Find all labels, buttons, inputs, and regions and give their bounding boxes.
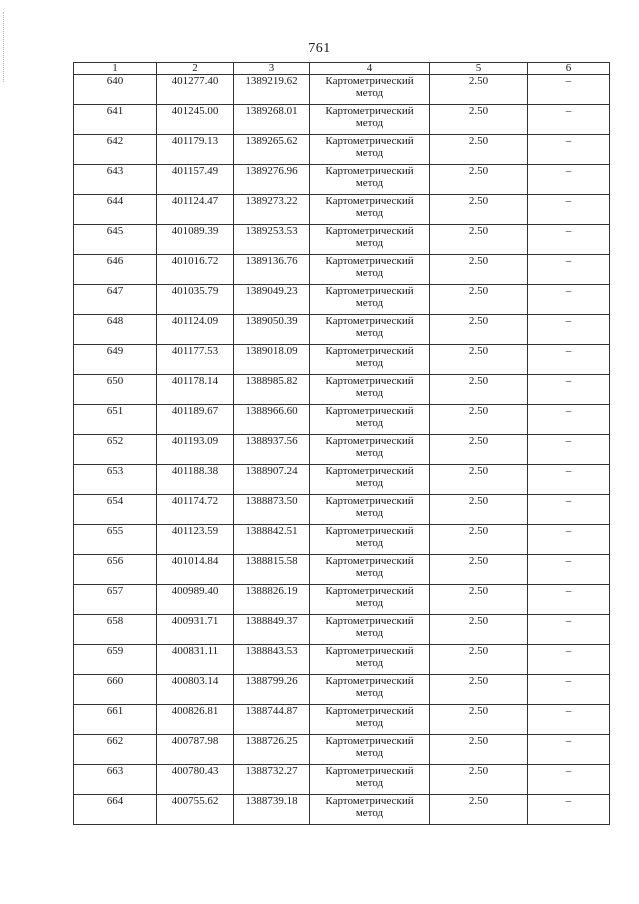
table-row: [74, 405, 610, 435]
note-cell: –: [528, 705, 610, 735]
method-cell: [310, 525, 430, 555]
accuracy-cell: 2.50: [430, 465, 528, 495]
accuracy-cell: 2.50: [430, 315, 528, 345]
method-line-2: метод: [355, 297, 384, 309]
y-coordinate-cell: 1389018.09: [234, 345, 310, 375]
table-row: [74, 375, 610, 405]
accuracy-cell: 2.50: [430, 645, 528, 675]
method-cell: [310, 645, 430, 675]
method-line-2: метод: [355, 567, 384, 579]
note-cell: –: [528, 495, 610, 525]
x-coordinate-cell: 401014.84: [157, 555, 234, 585]
x-coordinate-cell: 400931.71: [157, 615, 234, 645]
accuracy-cell: 2.50: [430, 225, 528, 255]
method-cell: [310, 105, 430, 135]
method-line-2: метод: [355, 327, 384, 339]
table-header-row: [74, 63, 610, 75]
point-number-cell: 648: [74, 315, 157, 345]
x-coordinate-cell: 401245.00: [157, 105, 234, 135]
method-line-2: метод: [355, 177, 384, 189]
method-line-1: Картометрический: [325, 135, 414, 147]
method-line-2: метод: [355, 237, 384, 249]
x-coordinate-cell: 401016.72: [157, 255, 234, 285]
method-line-1: Картометрический: [325, 615, 414, 627]
table-row: [74, 735, 610, 765]
note-cell: –: [528, 765, 610, 795]
y-coordinate-cell: 1389136.76: [234, 255, 310, 285]
table-row: [74, 465, 610, 495]
method-cell: [310, 225, 430, 255]
method-cell: [310, 315, 430, 345]
y-coordinate-cell: 1388907.24: [234, 465, 310, 495]
y-coordinate-cell: 1389273.22: [234, 195, 310, 225]
method-cell: [310, 255, 430, 285]
x-coordinate-cell: 401124.47: [157, 195, 234, 225]
x-coordinate-cell: 401188.38: [157, 465, 234, 495]
method-cell: [310, 135, 430, 165]
accuracy-cell: 2.50: [430, 375, 528, 405]
y-coordinate-cell: 1389219.62: [234, 75, 310, 105]
table-row: [74, 345, 610, 375]
method-line-1: Картометрический: [325, 195, 414, 207]
point-number-cell: 645: [74, 225, 157, 255]
method-line-2: метод: [355, 207, 384, 219]
accuracy-cell: 2.50: [430, 615, 528, 645]
point-number-cell: 655: [74, 525, 157, 555]
method-line-2: метод: [355, 267, 384, 279]
method-line-1: Картометрический: [325, 105, 414, 117]
accuracy-cell: 2.50: [430, 165, 528, 195]
y-coordinate-cell: 1389265.62: [234, 135, 310, 165]
note-cell: –: [528, 375, 610, 405]
point-number-cell: 661: [74, 705, 157, 735]
y-coordinate-cell: 1389276.96: [234, 165, 310, 195]
table-row: [74, 195, 610, 225]
method-cell: [310, 555, 430, 585]
table-row: [74, 285, 610, 315]
note-cell: –: [528, 405, 610, 435]
method-line-1: Картометрический: [325, 165, 414, 177]
column-header-5: 5: [430, 63, 528, 75]
method-cell: [310, 675, 430, 705]
note-cell: –: [528, 225, 610, 255]
point-number-cell: 646: [74, 255, 157, 285]
method-line-2: метод: [355, 597, 384, 609]
method-cell: [310, 765, 430, 795]
coordinates-table: [73, 62, 610, 825]
y-coordinate-cell: 1389268.01: [234, 105, 310, 135]
column-header-1: 1: [74, 63, 157, 75]
method-line-2: метод: [355, 117, 384, 129]
y-coordinate-cell: 1388843.53: [234, 645, 310, 675]
table-row: [74, 645, 610, 675]
y-coordinate-cell: 1388849.37: [234, 615, 310, 645]
method-line-2: метод: [355, 387, 384, 399]
x-coordinate-cell: 400755.62: [157, 795, 234, 825]
y-coordinate-cell: 1388842.51: [234, 525, 310, 555]
accuracy-cell: 2.50: [430, 765, 528, 795]
method-cell: [310, 405, 430, 435]
note-cell: –: [528, 585, 610, 615]
table-row: [74, 585, 610, 615]
method-cell: [310, 195, 430, 225]
method-line-2: метод: [355, 87, 384, 99]
column-header-4: 4: [310, 63, 430, 75]
method-line-2: метод: [355, 357, 384, 369]
accuracy-cell: 2.50: [430, 555, 528, 585]
x-coordinate-cell: 401035.79: [157, 285, 234, 315]
accuracy-cell: 2.50: [430, 525, 528, 555]
note-cell: –: [528, 135, 610, 165]
table-row: [74, 315, 610, 345]
column-header-2: 2: [157, 63, 234, 75]
note-cell: –: [528, 345, 610, 375]
y-coordinate-cell: 1388873.50: [234, 495, 310, 525]
note-cell: –: [528, 195, 610, 225]
method-cell: [310, 435, 430, 465]
note-cell: –: [528, 165, 610, 195]
method-line-2: метод: [355, 807, 384, 819]
method-line-1: Картометрический: [325, 225, 414, 237]
method-cell: [310, 735, 430, 765]
note-cell: –: [528, 465, 610, 495]
method-line-1: Картометрический: [325, 735, 414, 747]
table-row: [74, 255, 610, 285]
note-cell: –: [528, 675, 610, 705]
method-line-2: метод: [355, 417, 384, 429]
method-cell: [310, 795, 430, 825]
method-line-1: Картометрический: [325, 795, 414, 807]
point-number-cell: 651: [74, 405, 157, 435]
table-row: [74, 615, 610, 645]
method-line-1: Картометрический: [325, 525, 414, 537]
x-coordinate-cell: 400787.98: [157, 735, 234, 765]
y-coordinate-cell: 1388937.56: [234, 435, 310, 465]
accuracy-cell: 2.50: [430, 105, 528, 135]
method-cell: [310, 165, 430, 195]
method-cell: [310, 705, 430, 735]
point-number-cell: 644: [74, 195, 157, 225]
method-line-1: Картометрический: [325, 75, 414, 87]
accuracy-cell: 2.50: [430, 135, 528, 165]
accuracy-cell: 2.50: [430, 705, 528, 735]
y-coordinate-cell: 1388744.87: [234, 705, 310, 735]
note-cell: –: [528, 615, 610, 645]
y-coordinate-cell: 1388966.60: [234, 405, 310, 435]
point-number-cell: 641: [74, 105, 157, 135]
y-coordinate-cell: 1388739.18: [234, 795, 310, 825]
column-header-6: 6: [528, 63, 610, 75]
point-number-cell: 650: [74, 375, 157, 405]
accuracy-cell: 2.50: [430, 585, 528, 615]
point-number-cell: 663: [74, 765, 157, 795]
accuracy-cell: 2.50: [430, 795, 528, 825]
method-line-1: Картометрический: [325, 465, 414, 477]
accuracy-cell: 2.50: [430, 675, 528, 705]
column-header-3: 3: [234, 63, 310, 75]
table-row: [74, 105, 610, 135]
accuracy-cell: 2.50: [430, 735, 528, 765]
x-coordinate-cell: 401193.09: [157, 435, 234, 465]
method-line-1: Картометрический: [325, 765, 414, 777]
method-line-1: Картометрический: [325, 645, 414, 657]
method-line-1: Картометрический: [325, 345, 414, 357]
method-cell: [310, 495, 430, 525]
method-cell: [310, 75, 430, 105]
point-number-cell: 642: [74, 135, 157, 165]
method-cell: [310, 465, 430, 495]
accuracy-cell: 2.50: [430, 195, 528, 225]
x-coordinate-cell: 401157.49: [157, 165, 234, 195]
accuracy-cell: 2.50: [430, 255, 528, 285]
point-number-cell: 657: [74, 585, 157, 615]
table-row: [74, 765, 610, 795]
method-line-2: метод: [355, 447, 384, 459]
method-line-2: метод: [355, 657, 384, 669]
x-coordinate-cell: 401277.40: [157, 75, 234, 105]
method-line-1: Картометрический: [325, 255, 414, 267]
point-number-cell: 652: [74, 435, 157, 465]
point-number-cell: 658: [74, 615, 157, 645]
table-row: [74, 135, 610, 165]
table-row: [74, 165, 610, 195]
y-coordinate-cell: 1388985.82: [234, 375, 310, 405]
x-coordinate-cell: 401124.09: [157, 315, 234, 345]
method-line-2: метод: [355, 537, 384, 549]
method-line-1: Картометрический: [325, 375, 414, 387]
y-coordinate-cell: 1389050.39: [234, 315, 310, 345]
method-cell: [310, 375, 430, 405]
method-line-2: метод: [355, 477, 384, 489]
y-coordinate-cell: 1389253.53: [234, 225, 310, 255]
table-row: [74, 705, 610, 735]
x-coordinate-cell: 400803.14: [157, 675, 234, 705]
method-line-2: метод: [355, 687, 384, 699]
point-number-cell: 643: [74, 165, 157, 195]
y-coordinate-cell: 1389049.23: [234, 285, 310, 315]
x-coordinate-cell: 401189.67: [157, 405, 234, 435]
x-coordinate-cell: 400831.11: [157, 645, 234, 675]
y-coordinate-cell: 1388815.58: [234, 555, 310, 585]
point-number-cell: 660: [74, 675, 157, 705]
method-line-2: метод: [355, 717, 384, 729]
method-line-1: Картометрический: [325, 555, 414, 567]
note-cell: –: [528, 105, 610, 135]
y-coordinate-cell: 1388732.27: [234, 765, 310, 795]
method-cell: [310, 615, 430, 645]
table-row: [74, 495, 610, 525]
note-cell: –: [528, 735, 610, 765]
x-coordinate-cell: 401177.53: [157, 345, 234, 375]
note-cell: –: [528, 795, 610, 825]
method-cell: [310, 585, 430, 615]
note-cell: –: [528, 435, 610, 465]
method-line-1: Картометрический: [325, 675, 414, 687]
x-coordinate-cell: 401174.72: [157, 495, 234, 525]
x-coordinate-cell: 401178.14: [157, 375, 234, 405]
x-coordinate-cell: 400826.81: [157, 705, 234, 735]
accuracy-cell: 2.50: [430, 495, 528, 525]
method-line-2: метод: [355, 747, 384, 759]
point-number-cell: 649: [74, 345, 157, 375]
x-coordinate-cell: 401179.13: [157, 135, 234, 165]
point-number-cell: 664: [74, 795, 157, 825]
method-line-1: Картометрический: [325, 495, 414, 507]
method-line-2: метод: [355, 777, 384, 789]
table-row: [74, 675, 610, 705]
table-row: [74, 435, 610, 465]
table-row: [74, 525, 610, 555]
method-line-1: Картометрический: [325, 585, 414, 597]
note-cell: –: [528, 75, 610, 105]
note-cell: –: [528, 285, 610, 315]
method-cell: [310, 345, 430, 375]
table-row: [74, 225, 610, 255]
table-row: [74, 555, 610, 585]
note-cell: –: [528, 645, 610, 675]
x-coordinate-cell: 400989.40: [157, 585, 234, 615]
method-line-1: Картометрический: [325, 435, 414, 447]
method-line-1: Картометрический: [325, 705, 414, 717]
point-number-cell: 654: [74, 495, 157, 525]
x-coordinate-cell: 400780.43: [157, 765, 234, 795]
point-number-cell: 662: [74, 735, 157, 765]
page-number: 761: [308, 41, 331, 56]
point-number-cell: 640: [74, 75, 157, 105]
table-row: [74, 75, 610, 105]
note-cell: –: [528, 315, 610, 345]
x-coordinate-cell: 401089.39: [157, 225, 234, 255]
method-line-2: метод: [355, 147, 384, 159]
method-line-1: Картометрический: [325, 405, 414, 417]
note-cell: –: [528, 525, 610, 555]
accuracy-cell: 2.50: [430, 285, 528, 315]
y-coordinate-cell: 1388799.26: [234, 675, 310, 705]
point-number-cell: 656: [74, 555, 157, 585]
y-coordinate-cell: 1388826.19: [234, 585, 310, 615]
note-cell: –: [528, 255, 610, 285]
accuracy-cell: 2.50: [430, 405, 528, 435]
method-line-1: Картометрический: [325, 315, 414, 327]
method-line-2: метод: [355, 507, 384, 519]
x-coordinate-cell: 401123.59: [157, 525, 234, 555]
point-number-cell: 647: [74, 285, 157, 315]
accuracy-cell: 2.50: [430, 75, 528, 105]
note-cell: –: [528, 555, 610, 585]
method-cell: [310, 285, 430, 315]
point-number-cell: 653: [74, 465, 157, 495]
accuracy-cell: 2.50: [430, 435, 528, 465]
y-coordinate-cell: 1388726.25: [234, 735, 310, 765]
accuracy-cell: 2.50: [430, 345, 528, 375]
method-line-2: метод: [355, 627, 384, 639]
table-row: [74, 795, 610, 825]
point-number-cell: 659: [74, 645, 157, 675]
method-line-1: Картометрический: [325, 285, 414, 297]
